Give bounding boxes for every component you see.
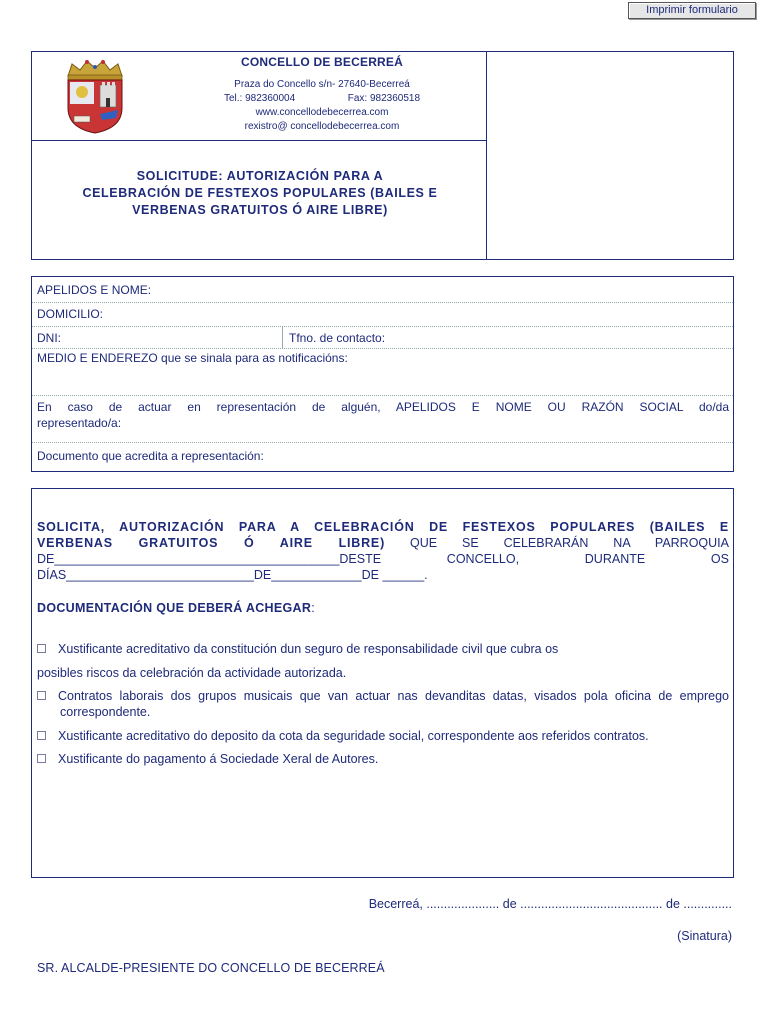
form-title: SOLICITUDE: AUTORIZACIÓN PARA A CELEBRACIÓN DE FESTEXOS POPULARES (BAILES E VERBENAS GRATUITOS Ó AIRE LIBRE) — [82, 169, 438, 217]
organization-phones — [220, 92, 424, 106]
organization-name: CONCELLO DE BECERREÁ — [240, 55, 403, 69]
documentation-item-authors-society: Xustificante do pagamento á Sociedade Xeral de Autores. — [37, 751, 729, 767]
documentation-item-contracts: Contratos laborais dos grupos musicais que van actuar nas devanditas datas, visados pola oficina de emprego correspondente. — [37, 688, 729, 720]
notification-field[interactable]: MEDIO E ENDEREZO que se sinala para as notificacións: — [37, 351, 348, 365]
documentation-item-insurance-cont: posibles riscos da celebración da actividade autorizada. — [37, 666, 347, 680]
dni-field[interactable]: DNI: — [37, 331, 61, 345]
name-field[interactable]: APELIDOS E NOME: — [37, 283, 152, 297]
representation-document-field[interactable]: Documento que acredita a representación: — [37, 449, 264, 463]
request-line: VERBENAS GRATUITOS Ó AIRE LIBRE) QUE SE CELEBRARÁN NA PARROQUIA — [37, 536, 729, 550]
address-field[interactable]: DOMICILIO: — [37, 307, 104, 321]
print-form-button[interactable]: Imprimir formulario — [628, 2, 756, 19]
divider — [32, 326, 733, 327]
divider — [32, 348, 733, 349]
coat-of-arms-icon — [60, 58, 130, 134]
request-line: SOLICITA, AUTORIZACIÓN PARA A CELEBRACIÓN DE FESTEXOS POPULARES (BAILES E — [37, 520, 729, 534]
organization-fax: Fax: 982360518 — [347, 93, 420, 104]
organization-info — [220, 55, 424, 134]
phone-field[interactable]: Tfno. de contacto: — [289, 331, 386, 345]
organization-address: Praza do Concello s/n- 27640-Becerreá — [234, 79, 410, 90]
organization-email: rexistro@ concellodebecerrea.com — [244, 121, 400, 132]
documentation-item-social-security: Xustificante acreditativo do deposito da cota da seguridade social, correspondente aos referidos contratos. — [37, 728, 729, 744]
divider — [32, 395, 733, 396]
divider — [32, 442, 733, 443]
representation-field-cont: representado/a: — [37, 416, 122, 430]
signature-label: (Sinatura) — [677, 929, 732, 943]
request-line[interactable]: DÍAS___________________________DE_____________DE ______. — [37, 568, 428, 582]
header-divider-horizontal — [31, 140, 487, 141]
checkbox[interactable] — [37, 754, 46, 763]
organization-tel: Tel.: 982360004 — [224, 93, 296, 104]
divider — [32, 302, 733, 303]
request-line[interactable]: DE_________________________________________DESTE CONCELLO, DURANTE OS — [37, 552, 729, 566]
checkbox[interactable] — [37, 731, 46, 740]
addressee: SR. ALCALDE-PRESIENTE DO CONCELLO DE BECERREÁ — [37, 961, 385, 975]
checkbox[interactable] — [37, 691, 46, 700]
representation-field[interactable]: En caso de actuar en representación de alguén, APELIDOS E NOME OU RAZÓN SOCIAL do/da — [37, 400, 729, 414]
documentation-title: DOCUMENTACIÓN QUE DEBERÁ ACHEGAR: — [37, 601, 315, 615]
header-divider-vertical — [486, 51, 487, 260]
checkbox[interactable] — [37, 644, 46, 653]
request-statement — [37, 519, 729, 583]
documentation-item-insurance: Xustificante acreditativo da constitución dun seguro de responsabilidade civil que cubra os — [37, 641, 729, 657]
place-date-line[interactable]: Becerreá, ..................... de ......................................... de .............. — [368, 897, 732, 911]
divider — [282, 327, 283, 348]
organization-web: www.concellodebecerrea.com — [255, 107, 389, 118]
